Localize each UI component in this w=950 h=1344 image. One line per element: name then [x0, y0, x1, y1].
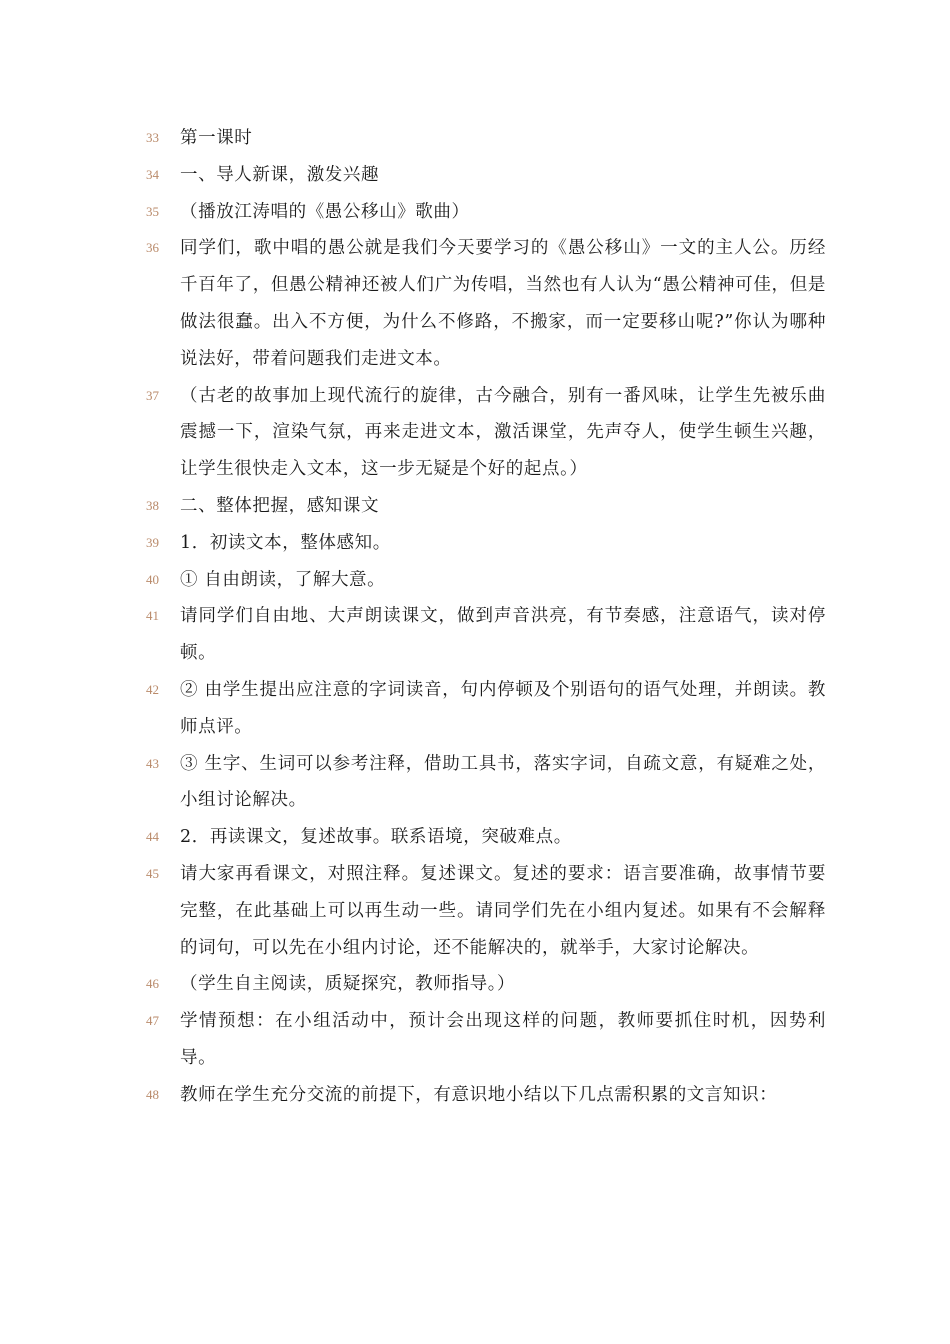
paragraph-text: （学生自主阅读，质疑探究，教师指导。） [180, 974, 516, 995]
paragraph-text: 教师在学生充分交流的前提下，有意识地小结以下几点需积累的文言知识： [180, 1084, 778, 1105]
line-number: 44 [146, 829, 159, 845]
paragraph [146, 746, 826, 820]
paragraph-text: ① 自由朗读，了解大意。 [180, 569, 386, 590]
paragraph [146, 378, 826, 488]
paragraph [146, 1003, 826, 1077]
line-number: 35 [146, 203, 159, 219]
line-number: 38 [146, 497, 159, 513]
line-number: 37 [146, 387, 159, 403]
paragraph [146, 598, 826, 672]
paragraph-text: 2．再读课文，复述故事。联系语境，突破难点。 [180, 827, 572, 848]
line-number: 41 [146, 608, 159, 624]
paragraph-text: 请大家再看课文，对照注释。复述课文。复述的要求：语言要准确，故事情节要完整，在此基础上可以再生动一些。请同学们先在小组内复述。如果有不会解释的词句，可以先在小组内讨论，还不能解决的，就举手，大家讨论解决。 [180, 863, 826, 958]
paragraph-text: 请同学们自由地、大声朗读课文，做到声音洪亮，有节奏感，注意语气，读对停顿。 [180, 606, 826, 664]
line-number: 42 [146, 681, 159, 697]
paragraph-text: （播放江涛唱的《愚公移山》歌曲） [180, 201, 470, 222]
paragraph [146, 966, 826, 1003]
line-number: 46 [146, 976, 159, 992]
paragraph-text: ② 由学生提出应注意的字词读音，句内停顿及个别语句的语气处理，并朗读。教师点评。 [180, 679, 826, 737]
paragraph [146, 488, 826, 525]
paragraph [146, 856, 826, 966]
line-number: 39 [146, 534, 159, 550]
paragraph [146, 562, 826, 599]
line-number: 48 [146, 1086, 159, 1102]
paragraph-text: （古老的故事加上现代流行的旋律，古今融合，别有一番风味，让学生先被乐曲震撼一下，渲染气氛，再来走进文本，激活课堂，先声夺人，使学生顿生兴趣，让学生很快走入文本，这一步无疑是个好的起点。） [180, 385, 826, 480]
paragraph [146, 230, 826, 377]
paragraph-text: 学情预想：在小组活动中，预计会出现这样的问题，教师要抓住时机，因势利导。 [180, 1011, 826, 1068]
paragraph-text: 同学们，歌中唱的愚公就是我们今天要学习的《愚公移山》一文的主人公。历经千百年了，但愚公精神还被人们广为传唱，当然也有人认为“愚公精神可佳，但是做法很蠢。出入不方便，为什么不修路，不搬家，而一定要移山呢?”你认为哪种说法好，带着问题我们走进文本。 [180, 238, 826, 369]
paragraph-text: 二、整体把握，感知课文 [180, 495, 380, 516]
paragraph [146, 194, 826, 231]
line-number: 40 [146, 571, 159, 587]
paragraph [146, 525, 826, 562]
line-number: 47 [146, 1013, 159, 1029]
paragraph [146, 157, 826, 194]
paragraph-text: 第一课时 [180, 128, 253, 148]
line-number: 43 [146, 755, 159, 771]
paragraph [146, 1077, 826, 1114]
line-number: 36 [146, 240, 159, 256]
paragraph-text: 1．初读文本，整体感知。 [180, 532, 391, 553]
paragraph [146, 672, 826, 746]
line-number: 33 [146, 130, 159, 145]
paragraph-text: 一、导人新课，激发兴趣 [180, 164, 380, 185]
line-number: 45 [146, 865, 159, 881]
document-body [146, 120, 826, 1114]
paragraph [146, 120, 826, 157]
paragraph [146, 819, 826, 856]
line-number: 34 [146, 166, 159, 182]
paragraph-text: ③ 生字、生词可以参考注释，借助工具书，落实字词，自疏文意，有疑难之处，小组讨论解决。 [180, 753, 826, 811]
